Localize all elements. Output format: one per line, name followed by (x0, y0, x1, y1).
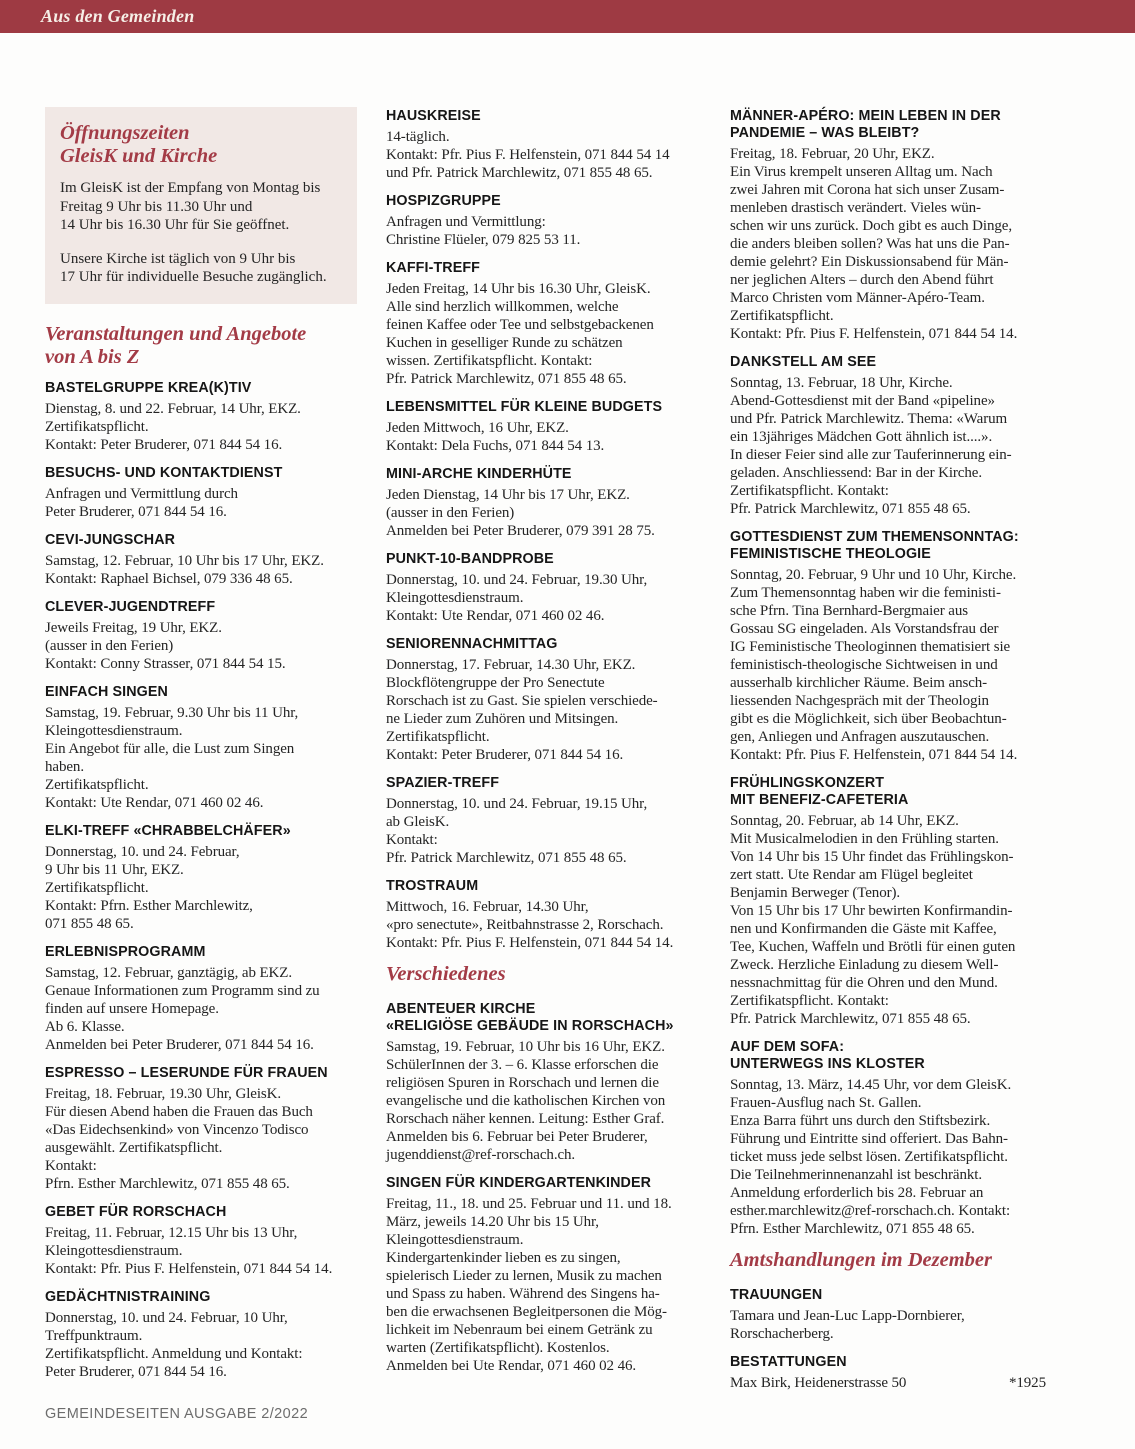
event-entry (386, 1175, 702, 1375)
column-right (730, 108, 1046, 1403)
event-title-line: KAFFI-TREFF (386, 260, 481, 276)
text-line: Ein Virus krempelt unseren Alltag um. Nach (730, 164, 993, 180)
event-entry (730, 775, 1046, 1028)
text-line: Rorschacherberg. (730, 1326, 834, 1342)
text-line: warten (Zertifikatspflicht). Kostenlos. (386, 1340, 610, 1356)
event-title (45, 1065, 358, 1082)
event-body (45, 619, 358, 673)
text-line: Kontakt: Peter Bruderer, 071 844 54 16. (386, 747, 624, 763)
event-entry (386, 1001, 702, 1164)
event-title (45, 465, 358, 482)
text-line: Kontakt: Conny Strasser, 071 844 54 15. (45, 655, 286, 672)
event-body (45, 843, 358, 933)
text-line: und Pfr. Patrick Marchlewitz. Thema: «Warum (730, 411, 1008, 427)
text-line: gibt es die Möglichkeit, sich über Beobachtun- (730, 711, 1007, 727)
event-title (730, 108, 1046, 142)
header-bar (0, 0, 1135, 33)
text-line: Kontakt: Pfrn. Esther Marchlewitz, (45, 897, 253, 914)
text-line: Kontakt: Dela Fuchs, 071 844 54 13. (386, 438, 605, 454)
text-line: Freitag, 11. Februar, 12.15 Uhr bis 13 Uhr, (45, 1224, 298, 1241)
column-middle (386, 108, 702, 1386)
deceased-name: Max Birk, Heidenerstrasse 50 (730, 1375, 907, 1391)
text-line: nen und Konfirmanden die Gäste mit Kaffee, (730, 921, 997, 937)
opening-hours-text (60, 179, 343, 287)
text-line: Kontakt: Pfr. Pius F. Helfenstein, 071 844 54 14. (730, 326, 1018, 342)
event-title-line: BESTATTUNGEN (730, 1354, 847, 1370)
event-body (386, 1195, 702, 1375)
text-line: Donnerstag, 10. und 24. Februar, (45, 843, 240, 860)
opening-hours-box (45, 107, 357, 304)
event-title-line: PANDEMIE – WAS BLEIBT? (730, 125, 920, 141)
text-line: Pfrn. Esther Marchlewitz, 071 855 48 65. (45, 1175, 290, 1192)
event-title-line: CEVI-JUNGSCHAR (45, 531, 176, 548)
text-line: und Spass zu haben. Während des Singens ha- (386, 1286, 660, 1302)
event-body (386, 213, 702, 249)
text-line: ab GleisK. (386, 814, 450, 830)
event-title-line: SINGEN FÜR KINDERGARTENKINDER (386, 1175, 652, 1191)
event-title-line: BESUCHS- UND KONTAKTDIENST (45, 464, 283, 481)
text-line: Donnerstag, 10. und 24. Februar, 19.30 Uhr, (386, 572, 648, 588)
text-line: Mit Musicalmelodien in den Frühling starten. (730, 831, 999, 847)
text-line: feministisch-theologische Sichtweisen in und (730, 657, 998, 673)
text-line: Freitag, 18. Februar, 19.30 Uhr, GleisK. (45, 1085, 282, 1102)
text-line: liessenden Nachgespräch mit der Theologin (730, 693, 989, 709)
text-line: ner jeglichen Alters – durch den Abend führt (730, 272, 994, 288)
text-line: Zertifikatspflicht. (45, 418, 149, 435)
text-line: Zertifikatspflicht. (45, 776, 149, 793)
text-line: Donnerstag, 10. und 24. Februar, 19.15 Uhr, (386, 796, 648, 812)
event-title (730, 1354, 1046, 1371)
text-line: Anmeldung erforderlich bis 28. Februar an (730, 1185, 984, 1201)
text-line: Treffpunktraum. (45, 1327, 143, 1344)
event-title-line: BASTELGRUPPE KREA(K)TIV (45, 379, 252, 396)
event-body (45, 1309, 358, 1381)
text-line: Tamara und Jean-Luc Lapp-Dornbierer, (730, 1308, 965, 1324)
event-title (386, 636, 702, 653)
text-line: zert statt. Ute Rendar am Flügel begleitet (730, 867, 973, 883)
text-line: Zertifikatspflicht. (386, 729, 490, 745)
event-title-line: SPAZIER-TREFF (386, 775, 500, 791)
event-title-line: MINI-ARCHE KINDERHÜTE (386, 466, 572, 482)
text-line: Anmelden bis 6. Februar bei Peter Bruderer, (386, 1129, 648, 1145)
event-title-line: HOSPIZGRUPPE (386, 193, 501, 209)
column-left (45, 107, 358, 1392)
event-body (730, 566, 1046, 764)
event-body (730, 812, 1046, 1028)
text-line: und Pfr. Patrick Marchlewitz, 071 855 48 65. (386, 165, 653, 181)
events-a-z (45, 323, 358, 1381)
event-title-line: ELKI-TREFF «CHRABBELCHÄFER» (45, 822, 291, 839)
event-entry (45, 465, 358, 521)
text-line: Frauen-Ausflug nach St. Gallen. (730, 1095, 922, 1111)
text-line: ne Lieder zum Zuhören und Mitsingen. (386, 711, 619, 727)
event-entry (45, 532, 358, 588)
event-title (386, 878, 702, 895)
text-line: Jeweils Freitag, 19 Uhr, EKZ. (45, 619, 222, 636)
text-line: Peter Bruderer, 071 844 54 16. (45, 1363, 227, 1380)
text-line: Anfragen und Vermittlung durch (45, 485, 238, 502)
event-body (386, 571, 702, 625)
event-title (45, 944, 358, 961)
event-title (730, 1039, 1046, 1073)
text-line: haben. (45, 758, 84, 775)
event-entry (45, 684, 358, 812)
event-title-line: MIT BENEFIZ-CAFETERIA (730, 792, 909, 808)
event-title (730, 354, 1046, 371)
text-line: 17 Uhr für individuelle Besuche zugänglich. (60, 269, 327, 285)
event-title (730, 1287, 1046, 1304)
text-line: Blockflötengruppe der Pro Senectute (386, 675, 605, 691)
event-entry (730, 108, 1046, 343)
event-title-line: TRAUUNGEN (730, 1287, 823, 1303)
event-title (45, 532, 358, 549)
text-line: Kleingottesdienstraum. (386, 1232, 524, 1248)
event-body (45, 964, 358, 1054)
text-line: Kontakt: Pfr. Pius F. Helfenstein, 071 844 54 14. (45, 1260, 333, 1277)
event-entry (45, 599, 358, 673)
event-title-line: GEDÄCHTNISTRAINING (45, 1288, 211, 1305)
event-title (45, 1204, 358, 1221)
event-entry (45, 1204, 358, 1278)
text-line: In dieser Feier sind alle zur Tauferinnerung ein- (730, 447, 1012, 463)
event-title-line: GOTTESDIENST ZUM THEMENSONNTAG: (730, 529, 1019, 545)
text-line: Freitag, 18. Februar, 20 Uhr, EKZ. (730, 146, 935, 162)
text-line: IG Feministische Theologinnen thematisiert sie (730, 639, 1011, 655)
text-line: Anmelden bei Peter Bruderer, 071 844 54 16. (45, 1036, 314, 1053)
text-line: Samstag, 12. Februar, 10 Uhr bis 17 Uhr, EKZ. (45, 552, 324, 569)
event-title (386, 1175, 702, 1192)
event-entry (730, 1354, 1046, 1392)
text-line: Kontakt: Pfr. Pius F. Helfenstein, 071 844 54 14. (730, 747, 1018, 763)
text-line: Im GleisK ist der Empfang von Montag bis (60, 180, 321, 196)
page-title: Aus den Gemeinden (41, 6, 195, 26)
event-title (45, 1289, 358, 1306)
text-line: wissen. Zertifikatspflicht. Kontakt: (386, 353, 593, 369)
text-line: Sonntag, 20. Februar, 9 Uhr und 10 Uhr, Kirche. (730, 567, 1017, 583)
text-line: Rorschach ist zu Gast. Sie spielen verschiede- (386, 693, 658, 709)
section-heading-line: von A bis Z (45, 345, 140, 368)
text-line: ausgewählt. Zertifikatspflicht. (45, 1139, 223, 1156)
birth-year: *1925 (1008, 1375, 1046, 1391)
event-body (45, 1224, 358, 1278)
opening-hours-paragraph (60, 179, 343, 235)
text-line: Dienstag, 8. und 22. Februar, 14 Uhr, EKZ. (45, 400, 301, 417)
text-line: 14 Uhr bis 16.30 Uhr für Sie geöffnet. (60, 217, 290, 233)
text-line: Kontakt: Raphael Bichsel, 079 336 48 65. (45, 570, 293, 587)
event-entry (730, 1039, 1046, 1238)
text-line: SchülerInnen der 3. – 6. Klasse erforschen die (386, 1057, 659, 1073)
text-line: zwei Jahren mit Corona hat sich unser Zusam- (730, 182, 1005, 198)
text-line: Ab 6. Klasse. (45, 1018, 125, 1035)
text-line: Anmelden bei Peter Bruderer, 079 391 28 75. (386, 523, 655, 539)
text-line: spielerisch Lieder zu lernen, Musik zu machen (386, 1268, 662, 1284)
footer-issue-label: GEMEINDESEITEN AUSGABE 2/2022 (45, 1406, 309, 1422)
text-line: Enza Barra führt uns durch den Stiftsbezirk. (730, 1113, 991, 1129)
text-line: Kleingottesdienstraum. (386, 590, 524, 606)
text-line: religiösen Spuren in Rorschach und lernen die (386, 1075, 659, 1091)
text-line: Kontakt: Ute Rendar, 071 460 02 46. (386, 608, 605, 624)
text-line: Freitag, 11., 18. und 25. Februar und 11. und 18. (386, 1196, 672, 1212)
event-body (386, 486, 702, 540)
text-line: 071 855 48 65. (45, 915, 134, 932)
text-line: Peter Bruderer, 071 844 54 16. (45, 503, 227, 520)
text-line: sche Pfrn. Tina Bernhard-Bergmaier aus (730, 603, 968, 619)
text-line: Anmelden bei Ute Rendar, 071 460 02 46. (386, 1358, 637, 1374)
event-body (730, 145, 1046, 343)
text-line: Pfrn. Esther Marchlewitz, 071 855 48 65. (730, 1221, 975, 1237)
event-entry (386, 775, 702, 867)
text-line: 9 Uhr bis 11 Uhr, EKZ. (45, 861, 184, 878)
section-heading (730, 1249, 1046, 1272)
event-title-line: GEBET FÜR RORSCHACH (45, 1203, 227, 1220)
text-line-split (730, 1374, 1046, 1392)
text-line: Ein Angebot für alle, die Lust zum Singen (45, 740, 295, 757)
event-title (730, 529, 1046, 563)
event-title (45, 823, 358, 840)
text-line: Marco Christen vom Männer-Apéro-Team. (730, 290, 985, 306)
text-line: Rorschach näher kennen. Leitung: Esther Graf. (386, 1111, 665, 1127)
section-heading (45, 323, 358, 369)
event-entry (730, 1287, 1046, 1343)
text-line: Mittwoch, 16. Februar, 14.30 Uhr, (386, 899, 589, 915)
text-line: Abend-Gottesdienst mit der Band «pipeline» (730, 393, 995, 409)
event-body (730, 1374, 1046, 1392)
event-entry (45, 1065, 358, 1193)
text-line: Kleingottesdienstraum. (45, 722, 183, 739)
event-entry (45, 380, 358, 454)
text-line: Die Teilnehmerinnenanzahl ist beschränkt. (730, 1167, 982, 1183)
text-line: Kontakt: Pfr. Pius F. Helfenstein, 071 844 54 14. (386, 935, 674, 951)
event-body (730, 1307, 1046, 1343)
text-line: esther.marchlewitz@ref-rorschach.ch. Kontakt: (730, 1203, 1011, 1219)
event-title-line: FRÜHLINGSKONZERT (730, 775, 885, 791)
event-title-line: AUF DEM SOFA: (730, 1039, 845, 1055)
event-title (386, 108, 702, 125)
event-body (386, 128, 702, 182)
event-body (386, 898, 702, 952)
text-line: Für diesen Abend haben die Frauen das Buch (45, 1103, 313, 1120)
text-line: Genaue Informationen zum Programm sind zu (45, 982, 320, 999)
event-entry (386, 193, 702, 249)
text-line: Zertifikatspflicht. (730, 308, 834, 324)
event-body (45, 552, 358, 588)
text-line: Zertifikatspflicht. Anmeldung und Kontakt: (45, 1345, 303, 1362)
section-heading-line: Verschiedenes (386, 963, 506, 985)
event-entry (45, 1289, 358, 1381)
text-line: Freitag 9 Uhr bis 11.30 Uhr und (60, 198, 253, 215)
section-heading (386, 963, 702, 986)
text-line: Pfr. Patrick Marchlewitz, 071 855 48 65. (386, 371, 627, 387)
text-line: Kontakt: (45, 1157, 97, 1174)
event-title (386, 775, 702, 792)
event-entry (386, 399, 702, 455)
text-line: März, jeweils 14.20 Uhr bis 15 Uhr, (386, 1214, 599, 1230)
event-title-line: FEMINISTISCHE THEOLOGIE (730, 546, 931, 562)
opening-hours-title (60, 122, 343, 168)
text-line: Zum Themensonntag haben wir die feministi- (730, 585, 1001, 601)
text-line: «Das Eidechsenkind» von Vincenzo Todisco (45, 1121, 309, 1138)
text-line: (ausser in den Ferien) (386, 505, 515, 521)
event-body (386, 419, 702, 455)
text-line: Gossau SG eingeladen. Als Vorstandsfrau der (730, 621, 999, 637)
text-line: Zertifikatspflicht. Kontakt: (730, 483, 889, 499)
text-line: menleben drastisch verändert. Vieles wün- (730, 200, 981, 216)
text-line: Von 15 Uhr bis 17 Uhr bewirten Konfirmandin- (730, 903, 1013, 919)
text-line: ben die erwachsenen Begleitpersonen die Mög- (386, 1304, 667, 1320)
event-entry (386, 551, 702, 625)
text-line: (ausser in den Ferien) (45, 637, 174, 654)
text-line: die anders bleiben sollen? Was hat uns die Pan- (730, 236, 1010, 252)
event-entry (386, 636, 702, 764)
text-line: Anfragen und Vermittlung: (386, 214, 546, 230)
event-title-line: EINFACH SINGEN (45, 683, 168, 700)
text-line: Jeden Mittwoch, 16 Uhr, EKZ. (386, 420, 569, 436)
text-line: Samstag, 19. Februar, 9.30 Uhr bis 11 Uhr, (45, 704, 299, 721)
event-body (45, 485, 358, 521)
text-line: finden auf unsere Homepage. (45, 1000, 219, 1017)
text-line: demie gelehrt? Ein Diskussionsabend für Män- (730, 254, 1009, 270)
event-title-line: LEBENSMITTEL FÜR KLEINE BUDGETS (386, 399, 663, 415)
event-title-line: ERLEBNISPROGRAMM (45, 943, 206, 960)
text-line: Führung und Eintritte sind offeriert. Das Bahn- (730, 1131, 1008, 1147)
event-title (730, 775, 1046, 809)
text-line: Von 14 Uhr bis 15 Uhr findet das Frühlingskon- (730, 849, 1014, 865)
text-line: Zweck. Herzliche Einladung zu diesem Well- (730, 957, 999, 973)
text-line: Unsere Kirche ist täglich von 9 Uhr bis (60, 250, 296, 267)
text-line: Pfr. Patrick Marchlewitz, 071 855 48 65. (730, 501, 971, 517)
event-entry (386, 260, 702, 388)
text-line: 14-täglich. (386, 129, 450, 145)
event-body (730, 374, 1046, 518)
event-title (386, 260, 702, 277)
event-body (386, 656, 702, 764)
text-line: Kleingottesdienstraum. (45, 1242, 183, 1259)
text-line: Samstag, 12. Februar, ganztägig, ab EKZ. (45, 964, 293, 981)
event-body (386, 280, 702, 388)
text-line: Zertifikatspflicht. Kontakt: (730, 993, 889, 1009)
event-title (45, 684, 358, 701)
event-body (386, 795, 702, 867)
text-line: Pfr. Patrick Marchlewitz, 071 855 48 65. (730, 1011, 971, 1027)
text-line: Samstag, 19. Februar, 10 Uhr bis 16 Uhr, EKZ. (386, 1039, 665, 1055)
text-line: Kontakt: Ute Rendar, 071 460 02 46. (45, 794, 264, 811)
event-title (386, 466, 702, 483)
text-line: ein 13jähriges Mädchen Gott ähnlich ist....». (730, 429, 993, 445)
text-line: «pro senectute», Reitbahnstrasse 2, Rorschach. (386, 917, 664, 933)
text-line: jugenddienst@ref-rorschach.ch. (386, 1147, 576, 1163)
text-line: Kindergartenkinder lieben es zu singen, (386, 1250, 621, 1266)
event-entry (386, 466, 702, 540)
text-line: Zertifikatspflicht. (45, 879, 149, 896)
text-line: Sonntag, 13. März, 14.45 Uhr, vor dem GleisK. (730, 1077, 1012, 1093)
event-entry (386, 878, 702, 952)
text-line: Donnerstag, 10. und 24. Februar, 10 Uhr, (45, 1309, 288, 1326)
event-entry (45, 944, 358, 1054)
event-entry (730, 354, 1046, 518)
text-line: Sonntag, 13. Februar, 18 Uhr, Kirche. (730, 375, 953, 391)
event-title-line: UNTERWEGS INS KLOSTER (730, 1056, 925, 1072)
event-title (45, 599, 358, 616)
event-body (45, 704, 358, 812)
event-entry (45, 823, 358, 933)
text-line: geladen. Anschliessend: Bar in der Kirche. (730, 465, 982, 481)
event-title-line: «RELIGIÖSE GEBÄUDE IN RORSCHACH» (386, 1018, 674, 1034)
event-title (386, 193, 702, 210)
text-line: feinen Kaffee oder Tee und selbstgebackenen (386, 317, 654, 333)
text-line: Kuchen in geselliger Runde zu schätzen (386, 335, 623, 351)
text-line: nessnachmittag für die Ohren und den Mund. (730, 975, 998, 991)
text-line: Pfr. Patrick Marchlewitz, 071 855 48 65. (386, 850, 627, 866)
text-line: Donnerstag, 17. Februar, 14.30 Uhr, EKZ. (386, 657, 636, 673)
event-title-line: HAUSKREISE (386, 108, 481, 124)
event-body (45, 1085, 358, 1193)
event-body (730, 1076, 1046, 1238)
section-heading-line: Veranstaltungen und Angebote (45, 322, 307, 345)
text-line: ausserhalb kirchlicher Räume. Beim ansch- (730, 675, 988, 691)
event-title (45, 380, 358, 397)
opening-hours-title-line: GleisK und Kirche (60, 145, 218, 167)
text-line: Alle sind herzlich willkommen, welche (386, 299, 619, 315)
opening-hours-paragraph (60, 250, 343, 287)
text-line: Kontakt: (386, 832, 438, 848)
event-title (386, 399, 702, 416)
text-line: Sonntag, 20. Februar, ab 14 Uhr, EKZ. (730, 813, 959, 829)
text-line: schen wir uns zurück. Doch gibt es auch Dinge, (730, 218, 1012, 234)
text-line: gen, Anliegen und Anfragen auszutauschen. (730, 729, 990, 745)
event-title-line: ABENTEUER KIRCHE (386, 1001, 536, 1017)
event-title-line: TROSTRAUM (386, 878, 479, 894)
event-title-line: ESPRESSO – LESERUNDE FÜR FRAUEN (45, 1064, 328, 1081)
event-title-line: MÄNNER-APÉRO: MEIN LEBEN IN DER (730, 108, 1001, 124)
text-line: Jeden Dienstag, 14 Uhr bis 17 Uhr, EKZ. (386, 487, 630, 503)
event-title-line: CLEVER-JUGENDTREFF (45, 598, 216, 615)
text-line: Benjamin Berweger (Tenor). (730, 885, 901, 901)
text-line: Kontakt: Pfr. Pius F. Helfenstein, 071 844 54 14 (386, 147, 670, 163)
event-entry (730, 529, 1046, 764)
section-heading-line: Amtshandlungen im Dezember (730, 1249, 992, 1271)
event-title-line: DANKSTELL AM SEE (730, 354, 877, 370)
event-body (45, 400, 358, 454)
text-line: lichkeit im Nebenraum bei einem Getränk zu (386, 1322, 653, 1338)
event-title (386, 1001, 702, 1035)
text-line: Christine Flüeler, 079 825 53 11. (386, 232, 581, 248)
event-title (386, 551, 702, 568)
event-entry (386, 108, 702, 182)
event-title-line: PUNKT-10-BANDPROBE (386, 551, 554, 567)
text-line: Tee, Kuchen, Waffeln und Brötli für einen guten (730, 939, 1016, 955)
text-line: Jeden Freitag, 14 Uhr bis 16.30 Uhr, GleisK. (386, 281, 651, 297)
text-line: Kontakt: Peter Bruderer, 071 844 54 16. (45, 436, 283, 453)
text-line: ticket muss jede selbst lösen. Zertifikatspflicht. (730, 1149, 1008, 1165)
event-title-line: SENIORENNACHMITTAG (386, 636, 558, 652)
text-line: evangelische und die katholischen Kirchen von (386, 1093, 666, 1109)
event-body (386, 1038, 702, 1164)
opening-hours-title-line: Öffnungszeiten (60, 122, 190, 144)
